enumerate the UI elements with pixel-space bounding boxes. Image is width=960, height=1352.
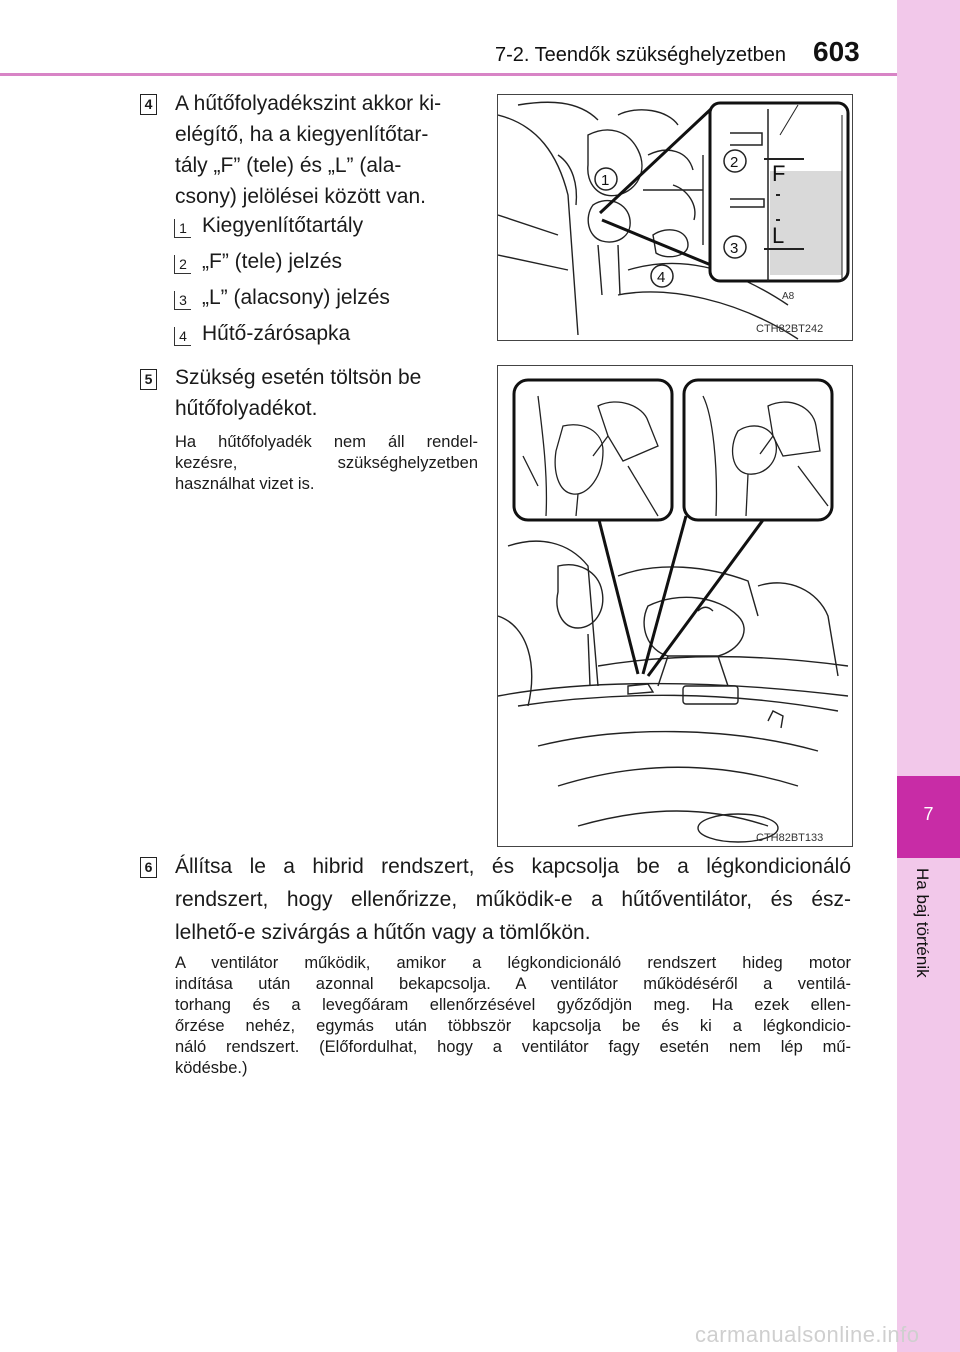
- step4-text: [175, 88, 480, 212]
- side-margin-bar: [897, 0, 960, 1352]
- page-number: 603: [813, 36, 860, 67]
- chapter-tab[interactable]: [897, 776, 960, 858]
- chapter-number: 7: [923, 804, 934, 824]
- figure-coolant-filling: [497, 365, 853, 847]
- callout-2: 2: [730, 154, 739, 171]
- step4-line: tály „F” (tele) és „L” (ala-: [175, 154, 402, 177]
- item-number-4: 4: [174, 327, 191, 346]
- engine-illustration-2: [498, 366, 852, 846]
- step6-line: Állítsa le a hibrid rendszert, és kapcsolja be a légkondicionáló: [175, 855, 851, 878]
- step4-line: A hűtőfolyadékszint akkor ki-: [175, 92, 442, 115]
- step6-note-line: náló rendszert. (Előfordulhat, hogy a ventilátor fagy esetén nem lép mű-: [175, 1038, 851, 1056]
- step-number-6: 6: [140, 857, 157, 878]
- item-number-3: 3: [174, 291, 191, 310]
- engine-illustration-1: [498, 95, 852, 340]
- step5-line: hűtőfolyadékot.: [175, 397, 318, 420]
- step6-line: lelhető-e szivárgás a hűtőn vagy a tömlőkön.: [175, 921, 591, 944]
- step6-text: [175, 850, 851, 949]
- step6-note-line: indítása után azonnal bekapcsolja. A ventilátor működéséről a ventilá-: [175, 975, 851, 993]
- item-text-2: „F” (tele) jelzés: [202, 250, 343, 273]
- callout-4: 4: [657, 269, 666, 286]
- mark-l: L: [772, 223, 785, 248]
- callout-1: 1: [601, 172, 610, 189]
- fragment-text: A8: [782, 291, 795, 302]
- item-text-3: „L” (alacsony) jelzés: [202, 286, 390, 309]
- step-number-4: 4: [140, 94, 157, 115]
- step6-note: [175, 953, 851, 1079]
- figure-code: CTH82BT133: [756, 832, 824, 844]
- step4-line: csony) jelölései között van.: [175, 185, 426, 208]
- step5-text: [175, 362, 480, 424]
- step5-note-line: használhat vizet is.: [175, 475, 315, 493]
- figure-coolant-reservoir: [497, 94, 853, 341]
- item-number-2: 2: [174, 255, 191, 274]
- step-number-5: 5: [140, 369, 157, 390]
- chapter-title: Ha baj történik: [913, 868, 932, 978]
- callout-3: 3: [730, 240, 739, 257]
- footer-watermark[interactable]: carmanualsonline.info: [695, 1322, 920, 1347]
- step5-line: Szükség esetén töltsön be: [175, 366, 422, 389]
- step6-note-line: torhang és a levegőáram ellenőrzésével győződjön meg. Ha ezek ellen-: [175, 996, 851, 1014]
- step4-line: elégítő, ha a kiegyenlítőtar-: [175, 123, 429, 146]
- step6-note-line: A ventilátor működik, amikor a légkondicionáló rendszert hideg motor: [175, 954, 851, 972]
- mark-f: F: [772, 161, 786, 186]
- section-title: 7-2. Teendők szükséghelyzetben: [495, 44, 786, 66]
- item-text-4: Hűtő-zárósapka: [202, 322, 351, 345]
- step6-line: rendszert, hogy ellenőrizze, működik-e a hűtőventilátor, és ész-: [175, 888, 851, 911]
- step6-note-line: ködésbe.): [175, 1059, 248, 1077]
- item-text-1: Kiegyenlítőtartály: [202, 214, 364, 237]
- figure-code: CTH82BT242: [756, 323, 824, 335]
- step6-note-line: őrzése nehéz, egymás után többször kapcsolja be és ki a légkondicio-: [175, 1017, 851, 1035]
- step5-note: [175, 432, 478, 495]
- item-number-1: 1: [174, 219, 191, 238]
- step5-note-line: kezésre, szükséghelyzetben: [175, 454, 478, 472]
- header-rule: [0, 73, 897, 76]
- chapter-title-label: [912, 868, 942, 1038]
- step5-note-line: Ha hűtőfolyadék nem áll rendel-: [175, 433, 478, 451]
